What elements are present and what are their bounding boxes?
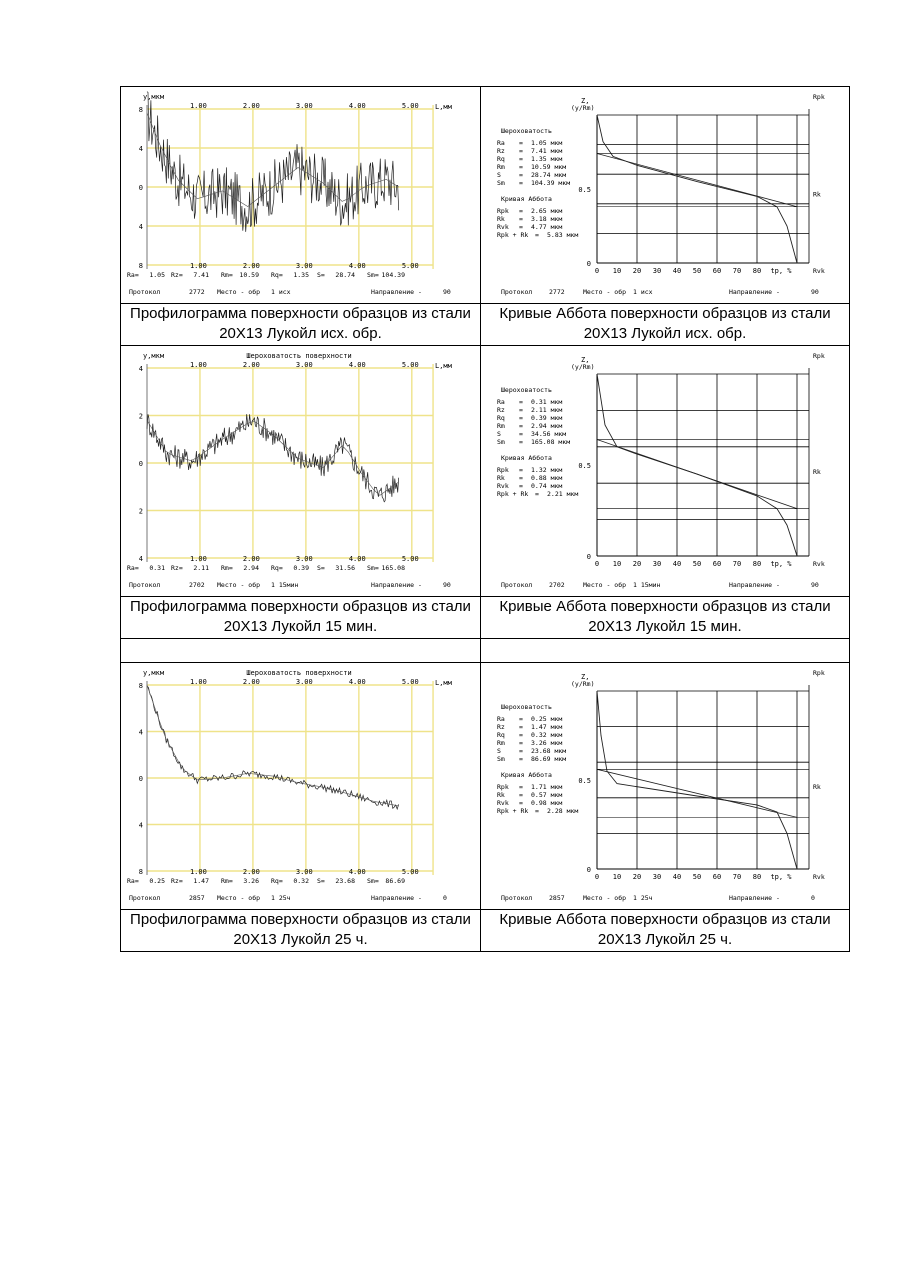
param-name: Sm	[497, 438, 505, 446]
param-name: Rpk + Rk	[497, 231, 529, 239]
protocol-label: Протокол	[501, 288, 533, 296]
param-name: Rq=	[271, 877, 283, 885]
param-value: 2.94	[243, 564, 259, 572]
param-name: Rk	[497, 215, 505, 223]
secant-line	[597, 153, 797, 206]
param-value: 3.18 мкм	[531, 215, 563, 223]
y-tick-label: 4	[138, 555, 143, 563]
param-value: 7.41	[193, 271, 209, 279]
param-value: 0.39 мкм	[531, 414, 563, 422]
param-name: Rvk	[497, 799, 509, 807]
param-equals: =	[519, 715, 523, 723]
chart-title: Шероховатость поверхности	[246, 352, 352, 360]
param-value: 5.83 мкм	[547, 231, 579, 239]
x-tick-label: 0	[594, 267, 600, 275]
bottom-tick-label: 1.00	[189, 555, 207, 563]
param-value: 0.25 мкм	[531, 715, 563, 723]
x-tick-label: 80	[752, 873, 762, 881]
sample-label: 1 25ч	[271, 894, 291, 902]
top-tick-label: 4.00	[348, 102, 366, 110]
param-equals: =	[519, 747, 523, 755]
param-value: 2.65 мкм	[531, 207, 563, 215]
x-tick-label: 20	[632, 267, 642, 275]
param-value: 2.94 мкм	[531, 422, 563, 430]
param-name: S	[497, 747, 501, 755]
param-value: 104.39	[381, 271, 405, 279]
param-equals: =	[519, 799, 523, 807]
bottom-tick-label: 5.00	[401, 868, 419, 876]
param-equals: =	[519, 783, 523, 791]
protocol-number: 2857	[189, 894, 205, 902]
direction-value: 0	[811, 894, 815, 902]
param-value: 2.11	[193, 564, 209, 572]
top-tick-label: 3.00	[295, 102, 313, 110]
param-name: Sm=	[367, 271, 379, 279]
x-tick-label: 70	[732, 560, 742, 568]
sample-label: 1 15мин	[271, 581, 299, 589]
param-equals: =	[519, 791, 523, 799]
protocol-label: Протокол	[129, 288, 161, 296]
rk-label: Rk	[813, 782, 821, 791]
param-value: 31.56	[335, 564, 355, 572]
top-tick-label: 5.00	[401, 361, 419, 369]
param-name: Sm	[497, 179, 505, 187]
param-equals: =	[519, 147, 523, 155]
x-tick-label: 20	[632, 560, 642, 568]
y-tick-label: 0.5	[578, 462, 591, 470]
param-value: 104.39 мкм	[531, 179, 571, 187]
rpk-label: Rpk	[813, 93, 825, 101]
param-equals: =	[519, 755, 523, 763]
param-name: Rm=	[221, 877, 233, 885]
param-equals: =	[519, 139, 523, 147]
param-equals: =	[519, 739, 523, 747]
abbott-chart	[481, 87, 850, 303]
roughness-title: Шероховатость	[501, 386, 552, 394]
y-tick-label: 0	[586, 260, 591, 268]
param-name: Rq	[497, 731, 505, 739]
sample-label: 1 исх	[271, 288, 291, 296]
abbott-title: Кривая Аббота	[501, 454, 552, 462]
param-equals: =	[519, 474, 523, 482]
x-tick-label: 80	[752, 267, 762, 275]
param-equals: =	[519, 223, 523, 231]
param-equals: =	[519, 171, 523, 179]
empty-cell	[121, 639, 481, 663]
param-name: S=	[317, 271, 325, 279]
param-value: 28.74	[335, 271, 355, 279]
param-name: Rpk	[497, 466, 509, 474]
param-value: 0.39	[293, 564, 309, 572]
y-tick-label: 0	[138, 184, 143, 192]
protocol-label: Протокол	[129, 894, 161, 902]
param-name: Rm=	[221, 271, 233, 279]
figure-caption: Профилограмма поверхности образцов из стали 20Х13 Лукойл 25 ч.	[121, 910, 481, 952]
param-equals: =	[519, 406, 523, 414]
param-value: 2.11 мкм	[531, 406, 563, 414]
param-value: 10.59 мкм	[531, 163, 567, 171]
param-name: Rpk	[497, 207, 509, 215]
param-name: Rq=	[271, 564, 283, 572]
param-name: S=	[317, 877, 325, 885]
x-tick-label: 0	[594, 560, 600, 568]
z-axis-unit: (y/Rm)	[571, 363, 595, 371]
top-tick-label: 2.00	[242, 678, 260, 686]
param-equals: =	[519, 422, 523, 430]
x-tick-label: 20	[632, 873, 642, 881]
bottom-tick-label: 3.00	[295, 868, 313, 876]
param-value: 1.35 мкм	[531, 155, 563, 163]
top-tick-label: 5.00	[401, 102, 419, 110]
empty-cell	[481, 639, 850, 663]
param-name: Ra=	[127, 877, 139, 885]
param-name: Ra=	[127, 271, 139, 279]
x-tick-label: 70	[732, 267, 742, 275]
param-equals: =	[519, 466, 523, 474]
param-value: 2.28 мкм	[547, 807, 579, 815]
bottom-tick-label: 1.00	[189, 262, 207, 270]
protocol-label: Протокол	[501, 581, 533, 589]
z-axis-label: Z,	[581, 673, 590, 681]
param-name: Sm=	[367, 564, 379, 572]
param-value: 0.32	[293, 877, 309, 885]
y-tick-label: 0	[138, 460, 143, 468]
sample-label: 1 25ч	[633, 894, 653, 902]
y-tick-label: 4	[138, 223, 143, 231]
place-label: Место - обр	[583, 581, 627, 589]
param-equals: =	[519, 155, 523, 163]
bottom-tick-label: 3.00	[295, 555, 313, 563]
secant-line	[597, 769, 797, 817]
top-tick-label: 4.00	[348, 361, 366, 369]
figure-caption: Профилограмма поверхности образцов из стали 20Х13 Лукойл 15 мин.	[121, 597, 481, 639]
rvk-label: Rvk	[813, 560, 825, 568]
direction-value: 90	[443, 288, 451, 296]
x-tick-label: 50	[692, 267, 702, 275]
place-label: Место - обр	[217, 581, 261, 589]
param-name: Rpk + Rk	[497, 490, 529, 498]
z-axis-label: Z,	[581, 356, 590, 364]
top-tick-label: 2.00	[242, 102, 260, 110]
x-tick-label: 60	[712, 267, 722, 275]
y-tick-label: 8	[138, 868, 143, 876]
x-tick-label: 30	[652, 873, 662, 881]
param-name: Ra	[497, 398, 505, 406]
x-tick-label: 60	[712, 560, 722, 568]
abbott-cell	[481, 663, 850, 910]
place-label: Место - обр	[583, 894, 627, 902]
rk-label: Rk	[813, 468, 821, 477]
x-unit-label: L,мм	[435, 679, 452, 687]
y-tick-label: 0	[586, 866, 591, 874]
x-tick-label: 40	[672, 873, 682, 881]
param-value: 0.88 мкм	[531, 474, 563, 482]
param-value: 0.74 мкм	[531, 482, 563, 490]
x-unit-label: L,мм	[435, 362, 452, 370]
figure-table	[120, 86, 850, 952]
protocol-number: 2772	[189, 288, 205, 296]
profilogram-chart	[121, 663, 481, 909]
bottom-tick-label: 3.00	[295, 262, 313, 270]
param-name: Rz	[497, 406, 505, 414]
z-axis-label: Z,	[581, 97, 590, 105]
y-tick-label: 8	[138, 262, 143, 270]
param-equals: =	[519, 414, 523, 422]
param-equals: =	[519, 438, 523, 446]
param-equals: =	[519, 179, 523, 187]
y-tick-label: 8	[138, 682, 143, 690]
rvk-label: Rvk	[813, 267, 825, 275]
y-tick-label: 2	[138, 507, 143, 516]
protocol-label: Протокол	[129, 581, 161, 589]
param-name: Rz	[497, 147, 505, 155]
param-value: 1.32 мкм	[531, 466, 563, 474]
y-tick-label: 4	[138, 821, 143, 830]
top-tick-label: 5.00	[401, 678, 419, 686]
bottom-tick-label: 5.00	[401, 555, 419, 563]
abbott-chart	[481, 346, 850, 596]
x-tick-label: 40	[672, 560, 682, 568]
protocol-number: 2857	[549, 894, 565, 902]
top-tick-label: 3.00	[295, 678, 313, 686]
bottom-tick-label: 4.00	[348, 262, 366, 270]
param-value: 1.05	[149, 271, 165, 279]
param-value: 1.71 мкм	[531, 783, 563, 791]
direction-value: 90	[811, 288, 819, 296]
sample-label: 1 исх	[633, 288, 653, 296]
rvk-label: Rvk	[813, 873, 825, 881]
abbott-curve	[597, 115, 797, 263]
param-name: Rvk	[497, 482, 509, 490]
protocol-number: 2702	[549, 581, 565, 589]
direction-value: 90	[811, 581, 819, 589]
sample-label: 1 15мин	[633, 581, 661, 589]
y-tick-label: 4	[138, 145, 143, 153]
direction-label: Направление -	[371, 894, 422, 902]
param-equals: =	[519, 731, 523, 739]
param-equals: =	[519, 398, 523, 406]
param-equals: =	[519, 723, 523, 731]
param-name: Rk	[497, 791, 505, 799]
z-axis-unit: (y/Rm)	[571, 680, 595, 688]
param-name: S	[497, 430, 501, 438]
param-value: 1.05 мкм	[531, 139, 563, 147]
top-tick-label: 3.00	[295, 361, 313, 369]
x-tick-label: 10	[612, 560, 622, 568]
profilogram-cell	[121, 346, 481, 597]
param-value: 1.47 мкм	[531, 723, 563, 731]
secant-line	[597, 440, 797, 509]
figure-caption: Кривые Аббота поверхности образцов из стали 20Х13 Лукойл 25 ч.	[481, 910, 850, 952]
param-equals: =	[519, 215, 523, 223]
place-label: Место - обр	[583, 288, 627, 296]
direction-label: Направление -	[371, 581, 422, 589]
direction-value: 0	[443, 894, 447, 902]
y-unit-label: y,мкм	[143, 352, 165, 360]
abbott-title: Кривая Аббота	[501, 195, 552, 203]
param-value: 0.31 мкм	[531, 398, 563, 406]
direction-label: Направление -	[729, 581, 780, 589]
param-name: Ra	[497, 715, 505, 723]
param-name: Rz=	[171, 564, 183, 572]
chart-title: Шероховатость поверхности	[246, 669, 352, 677]
x-tick-label: 30	[652, 560, 662, 568]
bottom-tick-label: 2.00	[242, 262, 260, 270]
y-tick-label: 4	[138, 365, 143, 373]
param-equals: =	[519, 482, 523, 490]
profilogram-cell	[121, 87, 481, 304]
y-tick-label: 0.5	[578, 777, 591, 785]
abbott-curve	[597, 374, 797, 556]
figure-caption: Профилограмма поверхности образцов из стали 20Х13 Лукойл исх. обр.	[121, 304, 481, 346]
figure-caption: Кривые Аббота поверхности образцов из стали 20Х13 Лукойл исх. обр.	[481, 304, 850, 346]
y-tick-label: 0.5	[578, 186, 591, 194]
bottom-tick-label: 5.00	[401, 262, 419, 270]
rpk-label: Rpk	[813, 669, 825, 677]
abbott-curve	[597, 691, 797, 869]
x-tick-label: 10	[612, 267, 622, 275]
place-label: Место - обр	[217, 288, 261, 296]
param-value: 34.56 мкм	[531, 430, 567, 438]
roughness-title: Шероховатость	[501, 703, 552, 711]
abbott-chart	[481, 663, 850, 909]
param-value: 0.57 мкм	[531, 791, 563, 799]
param-name: Sm	[497, 755, 505, 763]
param-name: Rpk + Rk	[497, 807, 529, 815]
x-tick-label: 80	[752, 560, 762, 568]
param-name: Ra	[497, 139, 505, 147]
param-equals: =	[519, 163, 523, 171]
param-name: Rm=	[221, 564, 233, 572]
rpk-label: Rpk	[813, 352, 825, 360]
param-value: 10.59	[239, 271, 259, 279]
param-equals: =	[535, 807, 539, 815]
direction-label: Направление -	[371, 288, 422, 296]
param-name: Rk	[497, 474, 505, 482]
param-name: Rm	[497, 739, 505, 747]
y-tick-label: 2	[138, 412, 143, 421]
bottom-tick-label: 1.00	[189, 868, 207, 876]
bottom-tick-label: 2.00	[242, 868, 260, 876]
x-tick-label: tp, %	[770, 560, 792, 568]
param-value: 0.31	[149, 564, 165, 572]
param-value: 1.47	[193, 877, 209, 885]
direction-value: 90	[443, 581, 451, 589]
x-tick-label: 50	[692, 560, 702, 568]
top-tick-label: 4.00	[348, 678, 366, 686]
param-equals: =	[519, 430, 523, 438]
param-name: Rm	[497, 422, 505, 430]
top-tick-label: 2.00	[242, 361, 260, 369]
param-name: Rz	[497, 723, 505, 731]
param-name: Rq	[497, 155, 505, 163]
top-tick-label: 1.00	[189, 678, 207, 686]
rk-label: Rk	[813, 190, 821, 199]
param-value: 0.32 мкм	[531, 731, 563, 739]
param-equals: =	[535, 490, 539, 498]
param-name: S=	[317, 564, 325, 572]
top-tick-label: 1.00	[189, 361, 207, 369]
param-name: Rq=	[271, 271, 283, 279]
param-value: 3.26	[243, 877, 259, 885]
param-value: 0.25	[149, 877, 165, 885]
param-name: Rz=	[171, 877, 183, 885]
param-value: 28.74 мкм	[531, 171, 567, 179]
profilogram-cell	[121, 663, 481, 910]
abbott-title: Кривая Аббота	[501, 771, 552, 779]
param-value: 165.08	[381, 564, 405, 572]
protocol-label: Протокол	[501, 894, 533, 902]
param-value: 1.35	[293, 271, 309, 279]
param-value: 23.68	[335, 877, 355, 885]
param-name: Rm	[497, 163, 505, 171]
x-tick-label: 30	[652, 267, 662, 275]
y-unit-label: y,мкм	[143, 669, 165, 677]
direction-label: Направление -	[729, 288, 780, 296]
bottom-tick-label: 4.00	[348, 555, 366, 563]
y-tick-label: 0	[138, 775, 143, 783]
x-unit-label: L,мм	[435, 103, 452, 111]
bottom-tick-label: 4.00	[348, 868, 366, 876]
place-label: Место - обр	[217, 894, 261, 902]
roughness-title: Шероховатость	[501, 127, 552, 135]
abbott-cell	[481, 346, 850, 597]
y-tick-label: 4	[138, 728, 143, 737]
param-name: Rpk	[497, 783, 509, 791]
direction-label: Направление -	[729, 894, 780, 902]
param-equals: =	[519, 207, 523, 215]
z-axis-unit: (y/Rm)	[571, 104, 595, 112]
param-value: 0.98 мкм	[531, 799, 563, 807]
x-tick-label: 60	[712, 873, 722, 881]
param-value: 2.21 мкм	[547, 490, 579, 498]
x-tick-label: 10	[612, 873, 622, 881]
y-tick-label: 8	[138, 106, 143, 114]
x-tick-label: 50	[692, 873, 702, 881]
param-value: 86.69	[385, 877, 405, 885]
figure-caption: Кривые Аббота поверхности образцов из стали 20Х13 Лукойл 15 мин.	[481, 597, 850, 639]
protocol-number: 2772	[549, 288, 565, 296]
param-name: Rvk	[497, 223, 509, 231]
param-value: 165.08 мкм	[531, 438, 571, 446]
abbott-cell	[481, 87, 850, 304]
param-value: 86.69 мкм	[531, 755, 567, 763]
param-value: 3.26 мкм	[531, 739, 563, 747]
param-equals: =	[535, 231, 539, 239]
x-tick-label: 70	[732, 873, 742, 881]
param-name: Rz=	[171, 271, 183, 279]
param-name: Rq	[497, 414, 505, 422]
top-tick-label: 1.00	[189, 102, 207, 110]
protocol-number: 2702	[189, 581, 205, 589]
param-name: Sm=	[367, 877, 379, 885]
x-tick-label: tp, %	[770, 267, 792, 275]
y-unit-label: y,мкм	[143, 93, 165, 101]
param-name: S	[497, 171, 501, 179]
x-tick-label: 0	[594, 873, 600, 881]
bottom-tick-label: 2.00	[242, 555, 260, 563]
param-value: 7.41 мкм	[531, 147, 563, 155]
profilogram-chart	[121, 346, 481, 596]
param-name: Ra=	[127, 564, 139, 572]
y-tick-label: 0	[586, 553, 591, 561]
param-value: 4.77 мкм	[531, 223, 563, 231]
x-tick-label: tp, %	[770, 873, 792, 881]
x-tick-label: 40	[672, 267, 682, 275]
profilogram-chart	[121, 87, 481, 303]
param-value: 23.68 мкм	[531, 747, 567, 755]
